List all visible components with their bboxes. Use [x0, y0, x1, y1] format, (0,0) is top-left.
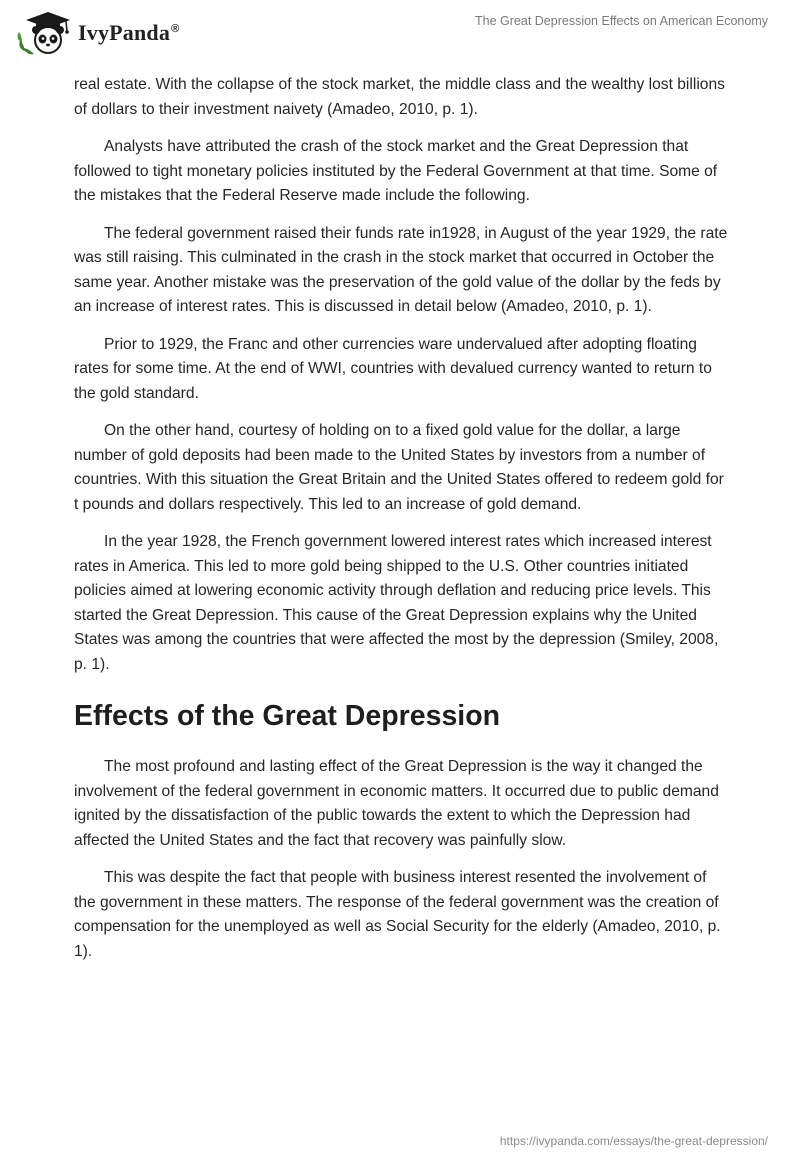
brand-name: IvyPanda® [78, 20, 180, 45]
section-heading: Effects of the Great Depression [74, 700, 501, 732]
document-title: The Great Depression Effects on American Economy [475, 14, 768, 28]
paragraph: Analysts have attributed the crash of the stock market and the Great Depression that followed to tight monetary policies instituted by the Federal Government at that time. Some of the mistakes that the Federal Reserve made include the following. [74, 138, 718, 204]
paragraph: In the year 1928, the French government lowered interest rates which increased interest rates in America. This led to more gold being shipped to the U.S. Other countries initiated policies aimed at lowering economic activity through deflation and reducing price levels. This started the Great Depression. This cause of the Great Depression explains why the United States was among the countries that were affected the most by the depression (Smiley, 2008, p. 1). [74, 533, 719, 673]
paragraph: real estate. With the collapse of the stock market, the middle class and the wealthy lost billions of dollars to their investment naivety (Amadeo, 2010, p. 1). [74, 76, 725, 118]
paragraph: The federal government raised their funds rate in1928, in August of the year 1929, the rate was still raising. This culminated in the crash in the stock market that occurred in October the same year. Another mistake was the preservation of the gold value of the dollar by the feds by an increase of interest rates. This is discussed in detail below (Amadeo, 2010, p. 1). [74, 224, 728, 315]
paragraph: Prior to 1929, the Franc and other currencies ware undervalued after adopting floating rates for some time. At the end of WWI, countries with devalued currency wanted to return to the gold standard. [74, 335, 712, 402]
paragraph: The most profound and lasting effect of the Great Depression is the way it changed the involvement of the federal government in economic matters. It occurred due to public demand ignited by the dissatisfaction of the public towards the extent to which the Depression had affected the United States and the fact that recovery was painfully slow. [74, 758, 719, 849]
paragraph: This was despite the fact that people with business interest resented the involvement of the government in these matters. The response of the federal government was the creation of compensation for the unemployed as well as Social Security for the elderly (Amadeo, 2010, p. 1). [74, 869, 721, 960]
page-header [0, 0, 800, 70]
essay-content [74, 73, 729, 977]
source-url[interactable]: https://ivypanda.com/essays/the-great-depression/ [499, 1134, 768, 1148]
brand-logo[interactable] [16, 10, 179, 56]
panda-graduate-icon [16, 10, 72, 56]
paragraph: On the other hand, courtesy of holding on to a fixed gold value for the dollar, a large number of gold deposits had been made to the United States by investors from a number of countries. With this situation the Great Britain and the United States offered to redeem gold for t pounds and dollars respectively. This led to an increase of gold demand. [74, 422, 724, 513]
